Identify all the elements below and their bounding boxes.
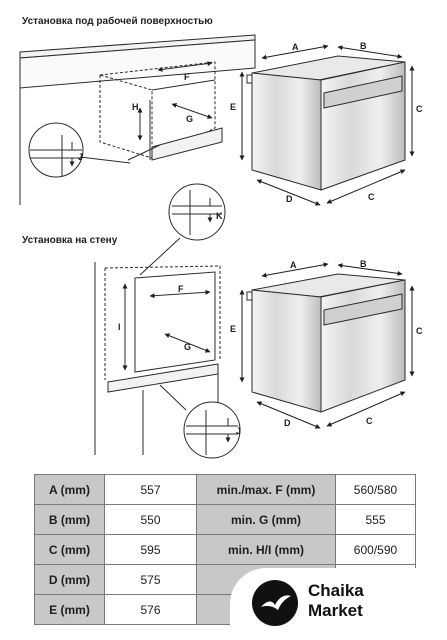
cell-label: min./max. F (mm) xyxy=(197,475,336,505)
b-dimension xyxy=(338,47,402,57)
detail-wall-j-leader xyxy=(160,385,186,410)
label-wall-j: J xyxy=(236,426,242,436)
cell-value: 600/590 xyxy=(336,535,416,565)
cell-value: 575 xyxy=(105,565,197,595)
label-wall-g: G xyxy=(184,342,192,352)
cell-value: 560/580 xyxy=(336,475,416,505)
label-a: A xyxy=(292,42,299,52)
detail-circle-wall-j xyxy=(184,402,240,458)
worktop-installation-drawing xyxy=(20,35,255,205)
b2-dimension xyxy=(338,265,402,274)
cell-label: A (mm) xyxy=(35,475,105,505)
cell-value: 550 xyxy=(105,505,197,535)
cell-label: min. H/I (mm) xyxy=(197,535,336,565)
oven-lip xyxy=(247,75,252,83)
cell-label: D (mm) xyxy=(35,565,105,595)
label-g: G xyxy=(186,114,194,124)
cell-label: E (mm) xyxy=(35,595,105,625)
cell-value: 576 xyxy=(105,595,197,625)
label-b: B xyxy=(360,41,367,51)
cell-label: min. G (mm) xyxy=(197,505,336,535)
seagull-icon xyxy=(252,580,298,626)
watermark-line-1: Chaika xyxy=(308,581,364,600)
label-k: K xyxy=(216,211,223,221)
wall-installation-drawing xyxy=(95,184,240,458)
label-wall-f: F xyxy=(178,284,184,294)
label-d: D xyxy=(286,194,293,204)
niche-left-dashed xyxy=(100,75,152,158)
watermark-logo xyxy=(230,568,447,640)
cabinet-base xyxy=(152,128,222,160)
detail-j-leader xyxy=(80,157,130,163)
oven2-side-face xyxy=(252,290,321,412)
cell-label: C (mm) xyxy=(35,535,105,565)
label-c2-bottom: C xyxy=(366,416,373,426)
wall-niche-frame xyxy=(135,272,215,372)
cell-value: 595 xyxy=(105,535,197,565)
cell-label: B (mm) xyxy=(35,505,105,535)
table-row xyxy=(35,475,416,505)
cell-value: 555 xyxy=(336,505,416,535)
label-e: E xyxy=(230,102,237,112)
label-i: I xyxy=(118,322,121,332)
detail-k-leader xyxy=(140,238,180,275)
oven2-lip xyxy=(247,292,252,300)
watermark-line-2: Market xyxy=(308,601,363,620)
table-row xyxy=(35,535,416,565)
label-c-bottom: C xyxy=(368,192,375,202)
section-title-worktop: Установка под рабочей поверхностью xyxy=(22,16,213,27)
table-row xyxy=(35,505,416,535)
wall-dashed-top xyxy=(105,266,220,360)
oven-bottom-drawing xyxy=(247,274,405,412)
cell-value: 557 xyxy=(105,475,197,505)
label-b2: B xyxy=(360,259,367,269)
oven-top-drawing xyxy=(247,56,405,190)
label-c2: C xyxy=(416,326,423,336)
label-e2: E xyxy=(230,324,237,334)
label-a2: A xyxy=(290,260,297,270)
label-c: C xyxy=(416,104,423,114)
label-f: F xyxy=(184,72,190,82)
label-d2: D xyxy=(284,418,291,428)
section-title-wall: Установка на стену xyxy=(22,235,118,246)
oven-side-face xyxy=(252,73,321,190)
label-h: H xyxy=(132,102,139,112)
label-j: J xyxy=(78,152,84,162)
